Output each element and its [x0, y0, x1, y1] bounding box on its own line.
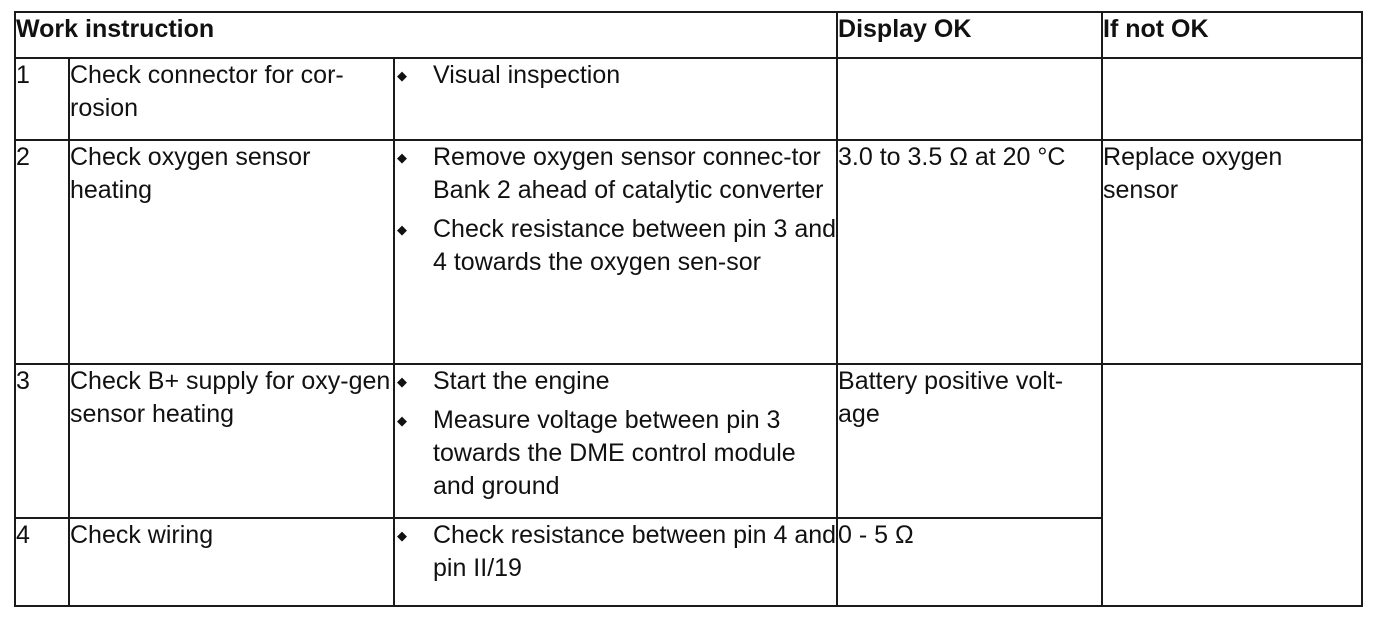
action-text: Check resistance between pin 3 and 4 towards the oxygen sen-sor	[433, 215, 837, 276]
table-row	[15, 140, 1362, 364]
work-instruction-table	[14, 11, 1363, 607]
step-description: Check wiring	[69, 518, 394, 606]
if-not-ok-value	[1102, 364, 1362, 606]
diamond-bullet-icon: ◆	[397, 374, 407, 389]
diamond-bullet-icon: ◆	[397, 222, 407, 237]
step-actions	[394, 518, 837, 606]
step-actions	[394, 58, 837, 140]
action-item	[395, 213, 836, 279]
if-not-ok-value: Replace oxygen sensor	[1102, 140, 1362, 364]
action-item	[395, 404, 836, 503]
display-ok-value	[837, 58, 1102, 140]
display-ok-value: 0 - 5 Ω	[837, 518, 1102, 606]
table-row	[15, 58, 1362, 140]
diamond-bullet-icon: ◆	[397, 413, 407, 428]
step-number: 3	[15, 364, 69, 518]
diamond-bullet-icon: ◆	[397, 150, 407, 165]
step-description: Check oxygen sensor heating	[69, 140, 394, 364]
header-if-not-ok: If not OK	[1102, 12, 1362, 58]
action-text: Remove oxygen sensor connec-tor Bank 2 ahead of catalytic converter	[433, 143, 824, 204]
step-actions	[394, 364, 837, 518]
diamond-bullet-icon: ◆	[397, 68, 407, 83]
action-text: Visual inspection	[433, 61, 621, 89]
step-description: Check B+ supply for oxy-gen sensor heating	[69, 364, 394, 518]
step-description: Check connector for cor-rosion	[69, 58, 394, 140]
action-text: Measure voltage between pin 3 towards the DME control module and ground	[433, 406, 796, 500]
diamond-bullet-icon: ◆	[397, 528, 407, 543]
step-actions	[394, 140, 837, 364]
action-item	[395, 365, 836, 398]
header-display-ok: Display OK	[837, 12, 1102, 58]
step-number: 4	[15, 518, 69, 606]
display-ok-value: 3.0 to 3.5 Ω at 20 °C	[837, 140, 1102, 364]
step-number: 2	[15, 140, 69, 364]
action-item	[395, 59, 836, 92]
step-number: 1	[15, 58, 69, 140]
table-row	[15, 364, 1362, 518]
display-ok-value: Battery positive volt-age	[837, 364, 1102, 518]
header-row	[15, 12, 1362, 58]
action-text: Check resistance between pin 4 and pin II/19	[433, 521, 837, 582]
if-not-ok-value	[1102, 58, 1362, 140]
header-work-instruction: Work instruction	[15, 12, 837, 58]
action-item	[395, 519, 836, 585]
action-text: Start the engine	[433, 367, 610, 395]
action-item	[395, 141, 836, 207]
